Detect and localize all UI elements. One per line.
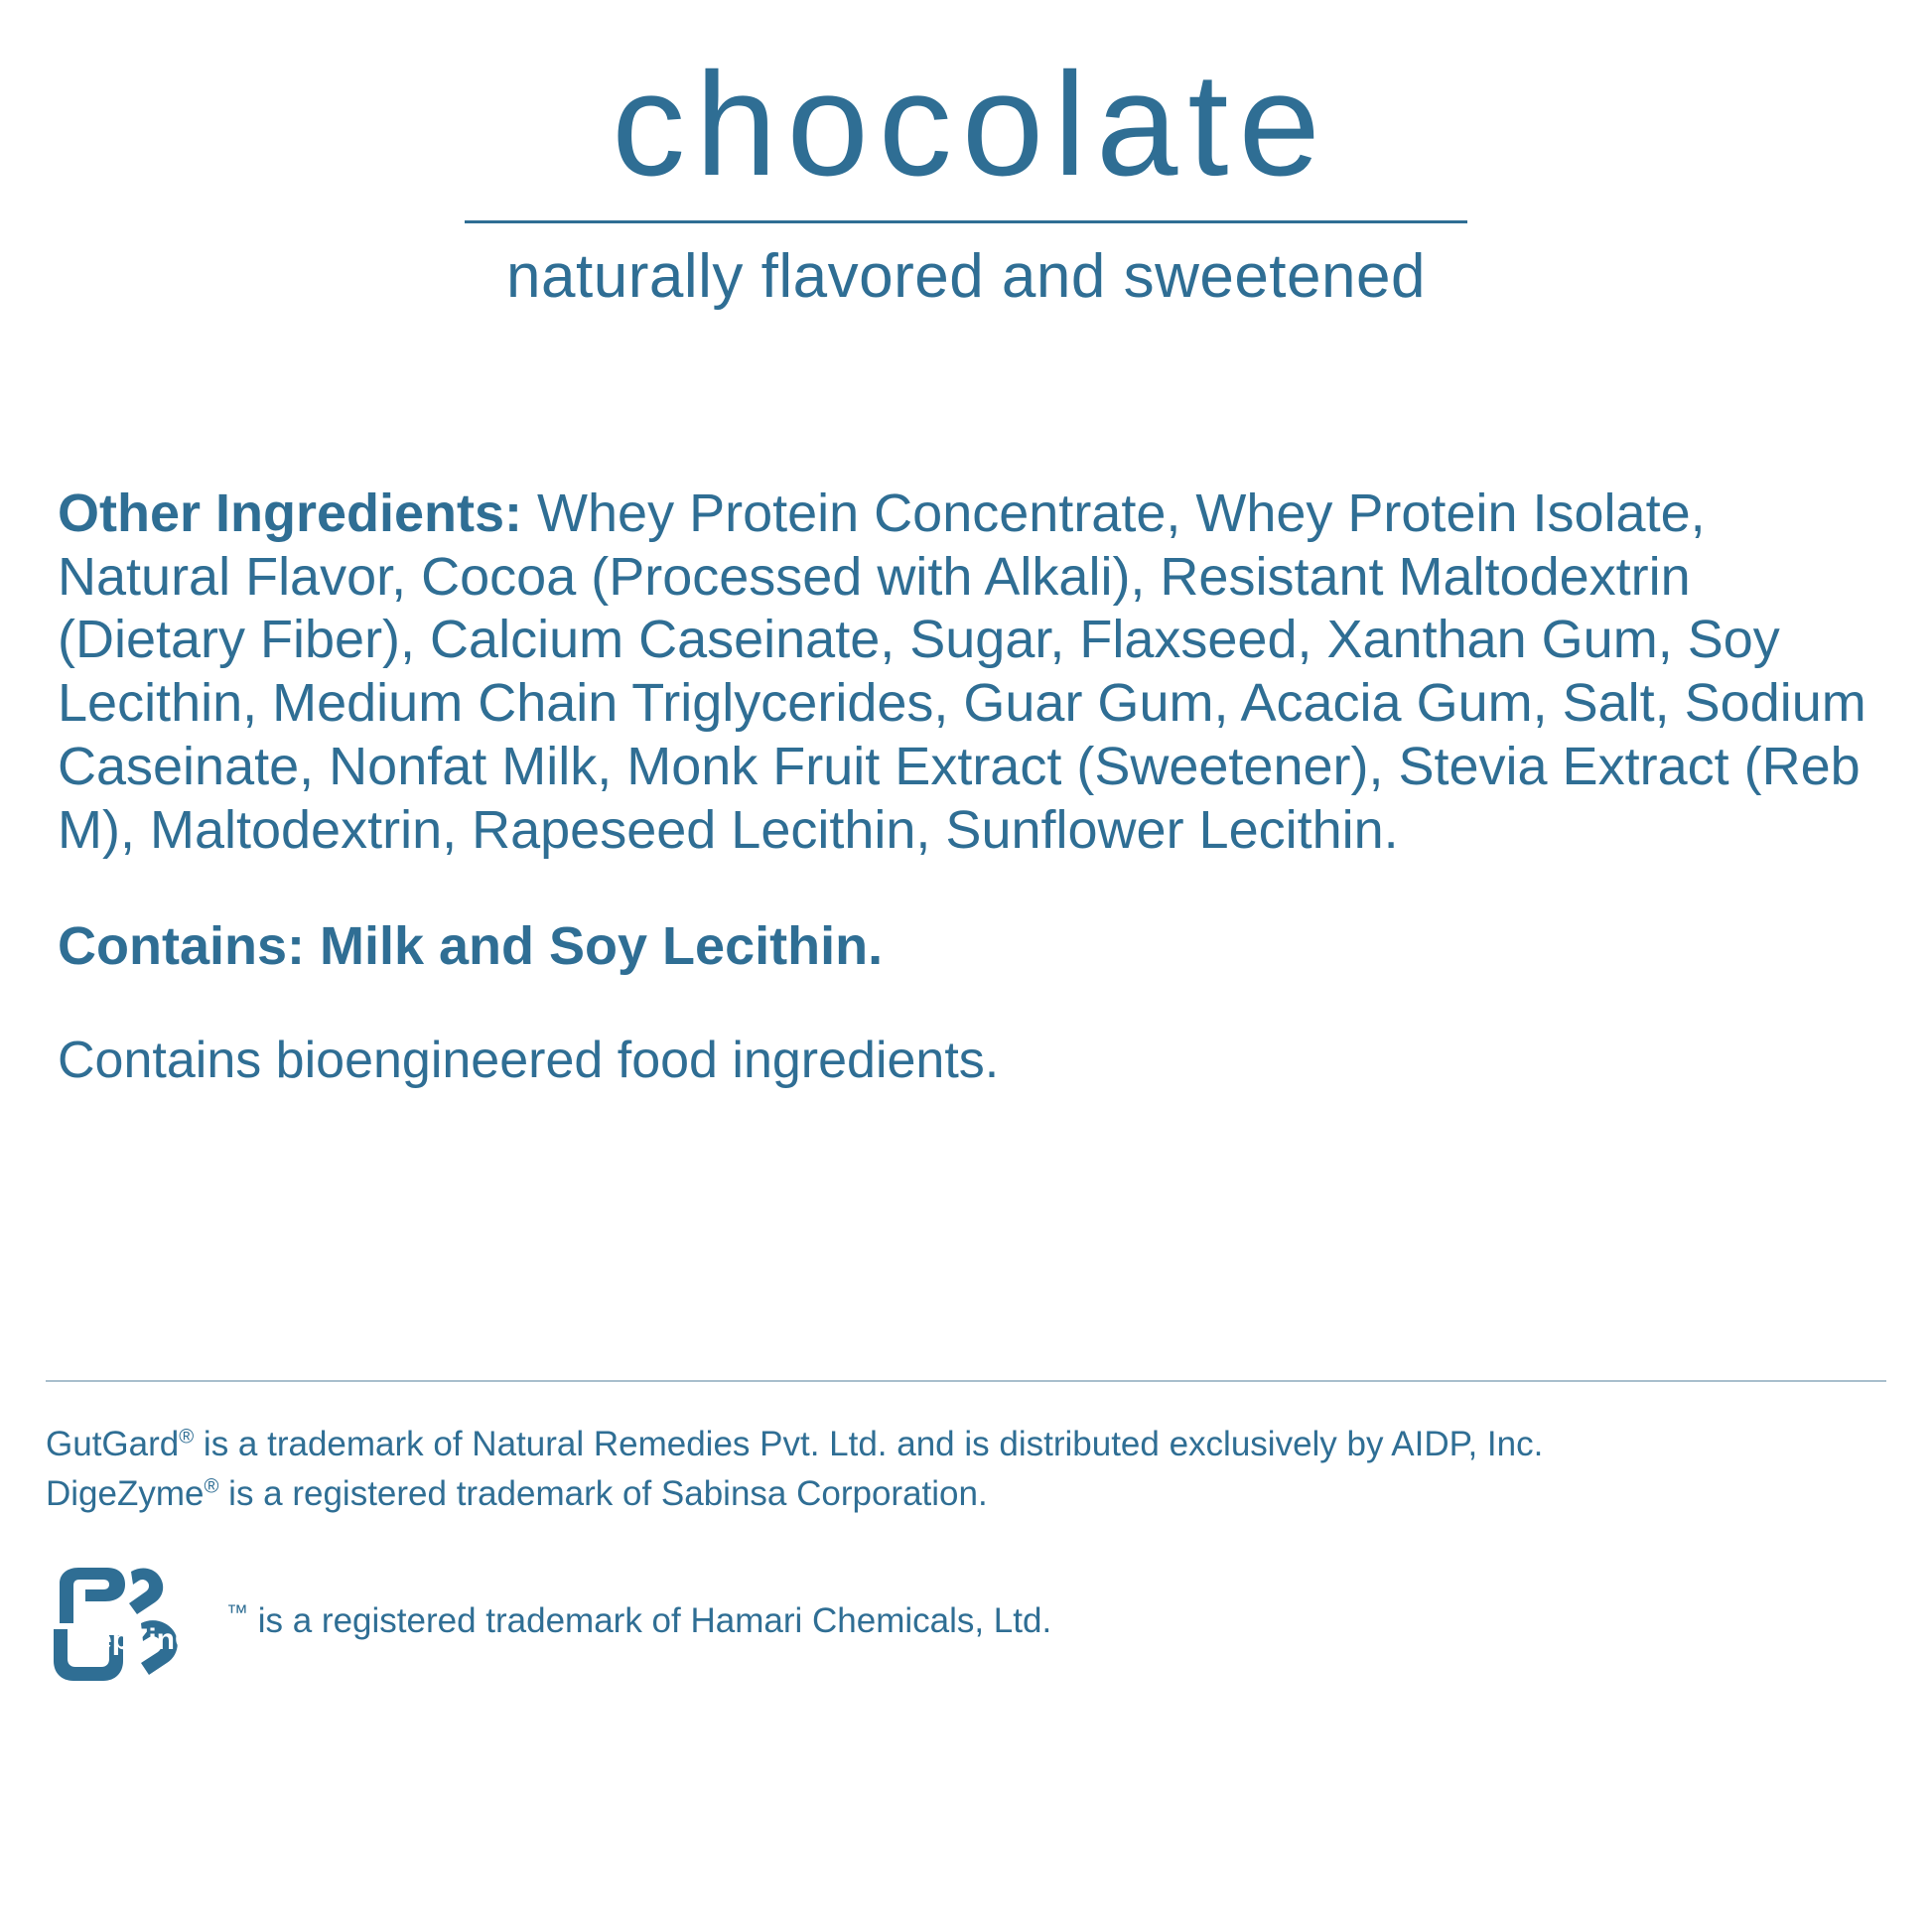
digezyme-statement: is a registered trademark of Sabinsa Corporation. (218, 1473, 988, 1513)
page-title: chocolate (612, 43, 1330, 207)
registered-mark-icon: ® (179, 1426, 195, 1449)
gutgard-name: GutGard (46, 1425, 180, 1463)
trademark-mark-icon: ™ (226, 1599, 248, 1625)
other-ingredients-label: Other Ingredients: (58, 483, 523, 543)
trademark-line-gutgard (46, 1420, 1886, 1469)
footer (46, 1420, 1886, 1683)
ingredients-block (52, 483, 1880, 1090)
bioengineered-disclosure: Contains bioengineered food ingredients. (58, 1032, 1000, 1090)
footer-divider (46, 1380, 1886, 1382)
digezyme-name: DigeZyme (46, 1473, 205, 1513)
header (52, 0, 1880, 312)
page-subtitle: naturally flavored and sweetened (506, 242, 1426, 311)
title-divider (465, 220, 1467, 223)
pepzin-trademark-statement (226, 1601, 1051, 1647)
other-ingredients-text: Whey Protein Concentrate, Whey Protein Isolate, Natural Flavor, Cocoa (Processed with Alkali), Resistant Maltodextrin (Dietary Fiber), Calcium Caseinate, Sugar, Flaxseed, Xanthan Gum, Soy Lecithin, Medium Chain Triglycerides, Guar Gum, Acacia Gum, Salt, Sodium Caseinate, Nonfat Milk, Monk Fruit Extract (Sweetener), Stevia Extract (Reb M), Maltodextrin, Rapeseed Lecithin, Sunflower Lecithin. (58, 483, 1866, 860)
pepzin-statement-text: is a registered trademark of Hamari Chemicals, Ltd. (248, 1601, 1052, 1641)
gutgard-statement: is a trademark of Natural Remedies Pvt. Ltd. and is distributed exclusively by AIDP, Inc. (194, 1425, 1544, 1463)
registered-mark-icon: ® (204, 1475, 219, 1498)
svg-text:PepZinGI: PepZinGI (75, 1623, 207, 1657)
other-ingredients-paragraph (58, 483, 1874, 862)
pepzingi-logo-icon (46, 1566, 212, 1683)
trademark-line-digezyme (46, 1469, 1886, 1519)
pepzin-trademark-row (46, 1566, 1886, 1683)
allergen-contains-statement: Contains: Milk and Soy Lecithin. (58, 916, 884, 977)
